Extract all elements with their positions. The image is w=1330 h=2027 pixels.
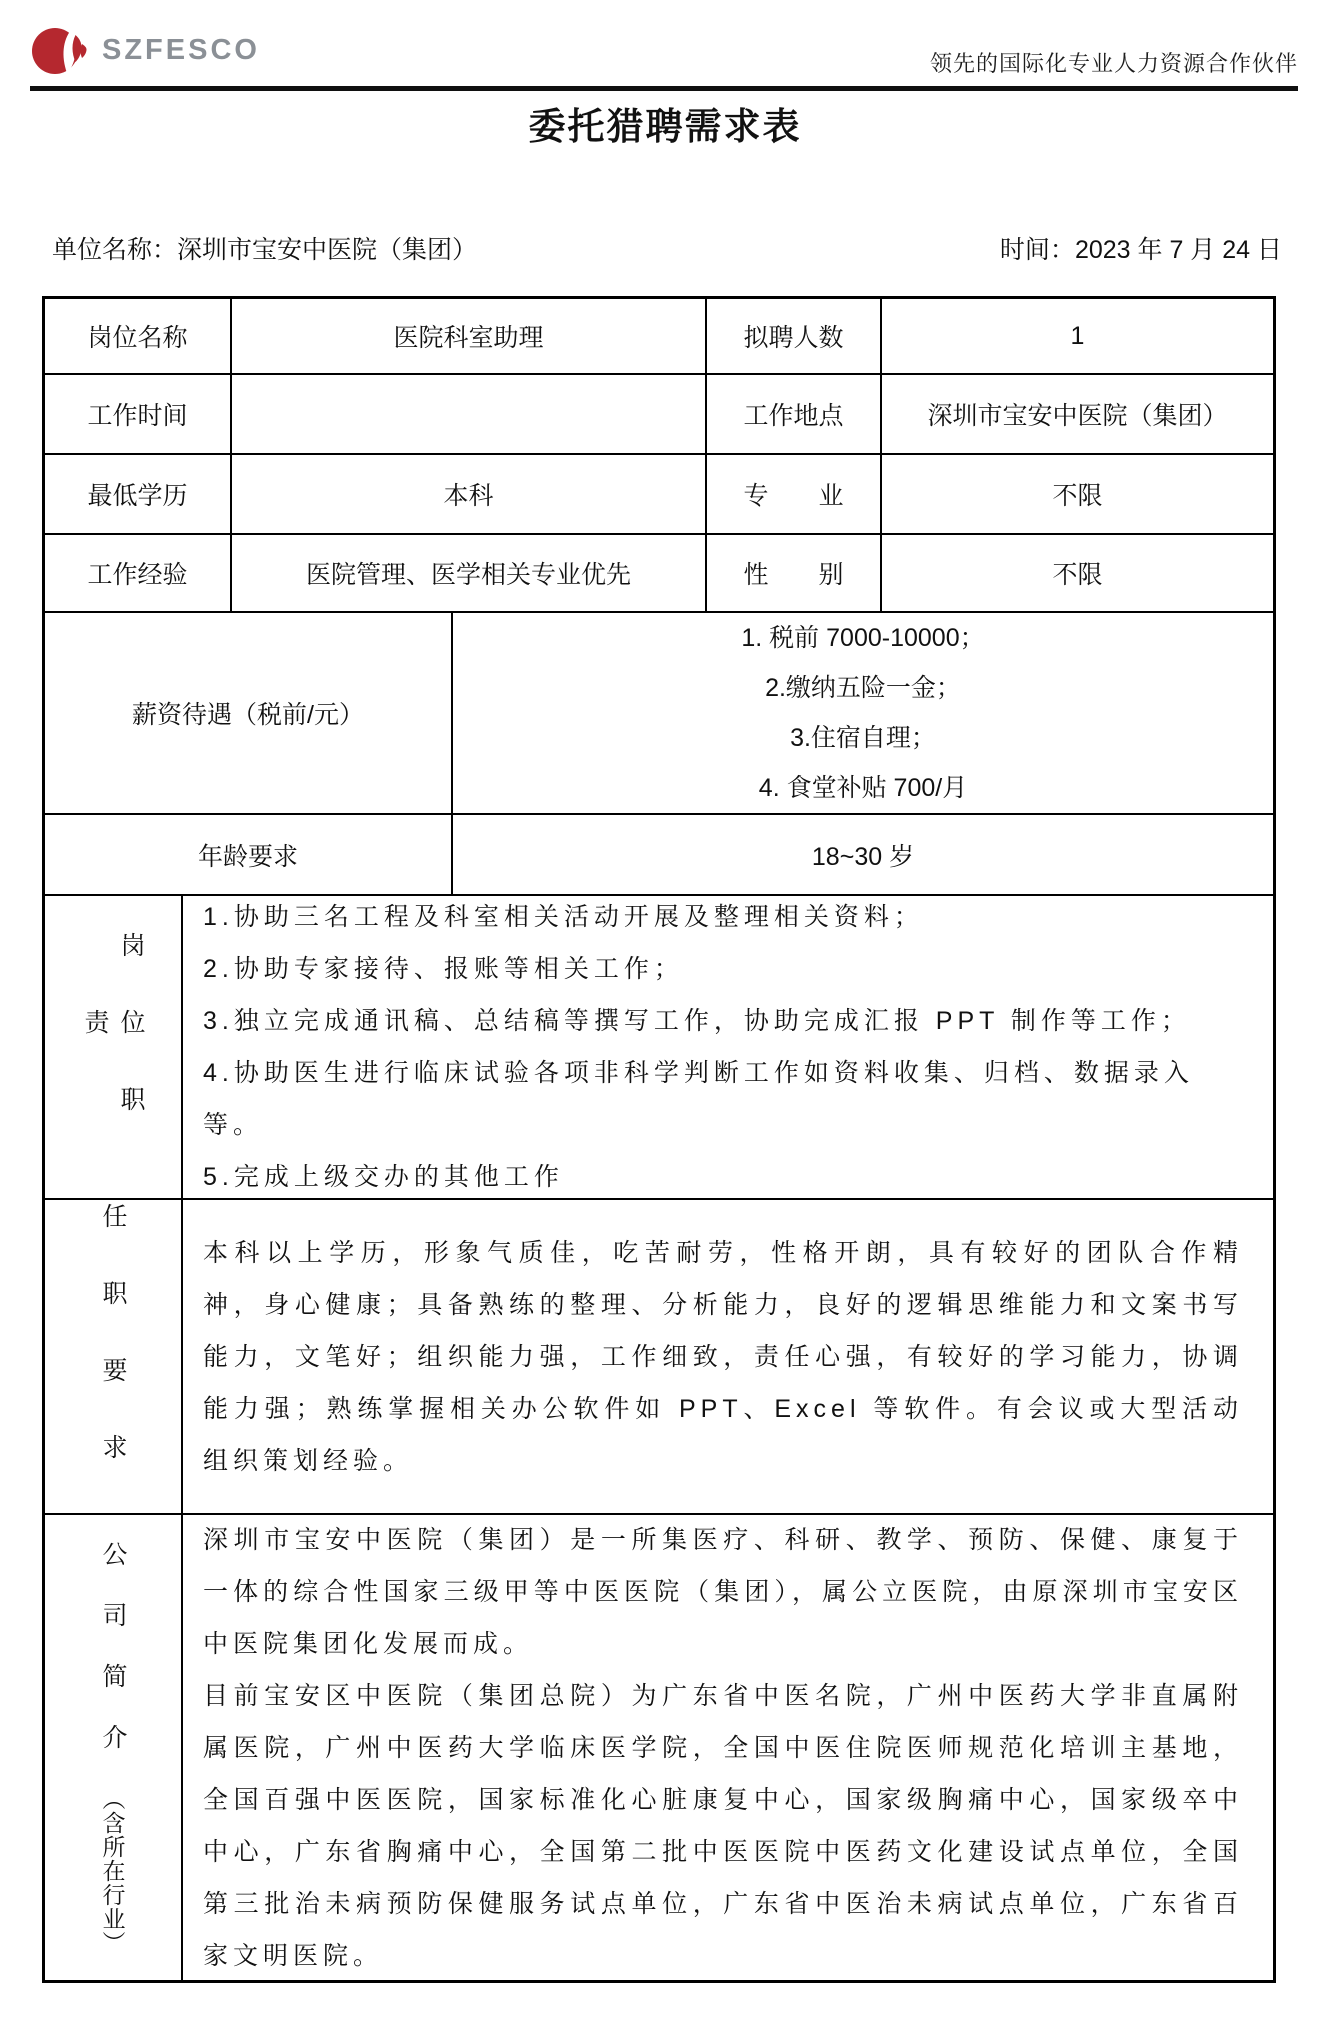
table-row-salary (45, 613, 1273, 815)
company-name-label: 单位名称： (52, 236, 178, 264)
company-tagline: 领先的国际化专业人力资源合作伙伴 (929, 51, 1298, 76)
cell-major-label: 专 业 (707, 455, 882, 533)
duties-vertical-label: 岗位职责 (81, 931, 145, 1163)
date-label: 时间： (999, 236, 1075, 264)
szfesco-logo (30, 14, 260, 86)
cell-headcount-label: 拟聘人数 (707, 299, 882, 373)
cell-workplace-value: 深圳市宝安中医院（集团） (927, 402, 1228, 430)
cell-education-value: 本科 (232, 455, 707, 533)
company-name-line (52, 230, 477, 266)
logo-wordmark: SZFESCO (102, 33, 260, 66)
cell-experience-value: 医院管理、医学相关专业优先 (232, 535, 707, 611)
company-intro-paragraph: 深圳市宝安中医院（集团）是一所集医疗、科研、教学、预防、保健、康复于一体的综合性国家三级甲等中医医院（集团），属公立医院，由原深圳市宝安区中医院集团化发展而成。 (203, 1525, 1243, 1658)
duty-item: 1.协助三名工程及科室相关活动开展及整理相关资料； (203, 903, 924, 931)
table-row-requirements (45, 1200, 1273, 1515)
cell-salary-value (453, 613, 1273, 813)
page-title: 委托猎聘需求表 (528, 106, 802, 147)
requirements-vertical-label: 任职要求 (99, 1202, 127, 1511)
company-intro-paragraph: 目前宝安区中医院（集团总院）为广东省中医名院，广州中医药大学非直属附属医院，广州中医药大学临床医学院，全国中医住院医师规范化培训主基地，全国百强中医医院，国家标准化心脏康复中心，国家级胸痛中心，国家级卒中中心，广东省胸痛中心，全国第二批中医医院中医药文化建设试点单位，全国第三批治未病预防保健服务试点单位，广东省中医治未病试点单位，广东省百家文明医院。 (203, 1681, 1243, 1970)
cell-workplace-label: 工作地点 (707, 375, 882, 453)
cell-headcount-value: 1 (1070, 321, 1085, 350)
table-row-duties (45, 896, 1273, 1200)
table-row-company-intro (45, 1515, 1273, 1980)
cell-duties-label (45, 896, 183, 1198)
table-row-age (45, 815, 1273, 896)
cell-salary-label: 薪资待遇（税前/元） (45, 613, 453, 813)
cell-age-value: 18~30 岁 (811, 842, 915, 871)
salary-line: 4. 食堂补贴 700/月 (758, 774, 968, 802)
duty-item: 4.协助医生进行临床试验各项非科学判断工作如资料收集、归档、数据录入等。 (203, 1059, 1194, 1139)
date-value: 2023 年 7 月 24 日 (1074, 236, 1282, 264)
table-row-experience (45, 535, 1273, 613)
cell-company-intro-label (45, 1515, 183, 1980)
date-line (1000, 230, 1282, 266)
cell-worktime-value (232, 375, 707, 453)
request-table (42, 296, 1276, 1983)
info-row (52, 230, 1282, 266)
company-intro-vertical-label: 公司简介 (99, 1540, 127, 1785)
cell-experience-label: 工作经验 (45, 535, 232, 611)
company-name-value: 深圳市宝安中医院（集团） (177, 236, 478, 264)
cell-position-value: 医院科室助理 (232, 299, 707, 373)
cell-major-value: 不限 (1052, 482, 1103, 510)
page-header (30, 14, 1298, 91)
table-row-worktime (45, 375, 1273, 455)
table-row-position (45, 299, 1273, 375)
cell-duties-value (183, 896, 1273, 1198)
cell-requirements-label (45, 1200, 183, 1513)
cell-gender-value: 不限 (1052, 561, 1103, 589)
salary-line: 3.住宿自理； (790, 724, 936, 752)
cell-education-label: 最低学历 (45, 455, 232, 533)
cell-company-intro-value (183, 1515, 1273, 1980)
cell-gender-label: 性 别 (707, 535, 882, 611)
duty-item: 5.完成上级交办的其他工作 (203, 1163, 564, 1191)
cell-position-label: 岗位名称 (45, 299, 232, 373)
table-row-education (45, 455, 1273, 535)
company-intro-vertical-sublabel: （含所在行业） (99, 1786, 126, 1955)
cell-worktime-label: 工作时间 (45, 375, 232, 453)
duty-item: 3.独立完成通讯稿、总结稿等撰写工作，协助完成汇报 PPT 制作等工作； (203, 1007, 1191, 1035)
salary-line: 1. 税前 7000-10000； (741, 624, 985, 652)
cell-age-label: 年龄要求 (45, 815, 453, 894)
salary-line: 2.缴纳五险一金； (765, 674, 961, 702)
szfesco-logo-icon (30, 21, 92, 79)
duty-item: 2.协助专家接待、报账等相关工作； (203, 955, 684, 983)
cell-requirements-value: 本科以上学历，形象气质佳，吃苦耐劳，性格开朗，具有较好的团队合作精神，身心健康；具备熟练的整理、分析能力，良好的逻辑思维能力和文案书写能力，文笔好；组织能力强，工作细致，责任心强，有较好的学习能力，协调能力强；熟练掌握相关办公软件如 PPT、Excel 等软件。有会议或大型活动组织策划经验。 (203, 1238, 1243, 1475)
